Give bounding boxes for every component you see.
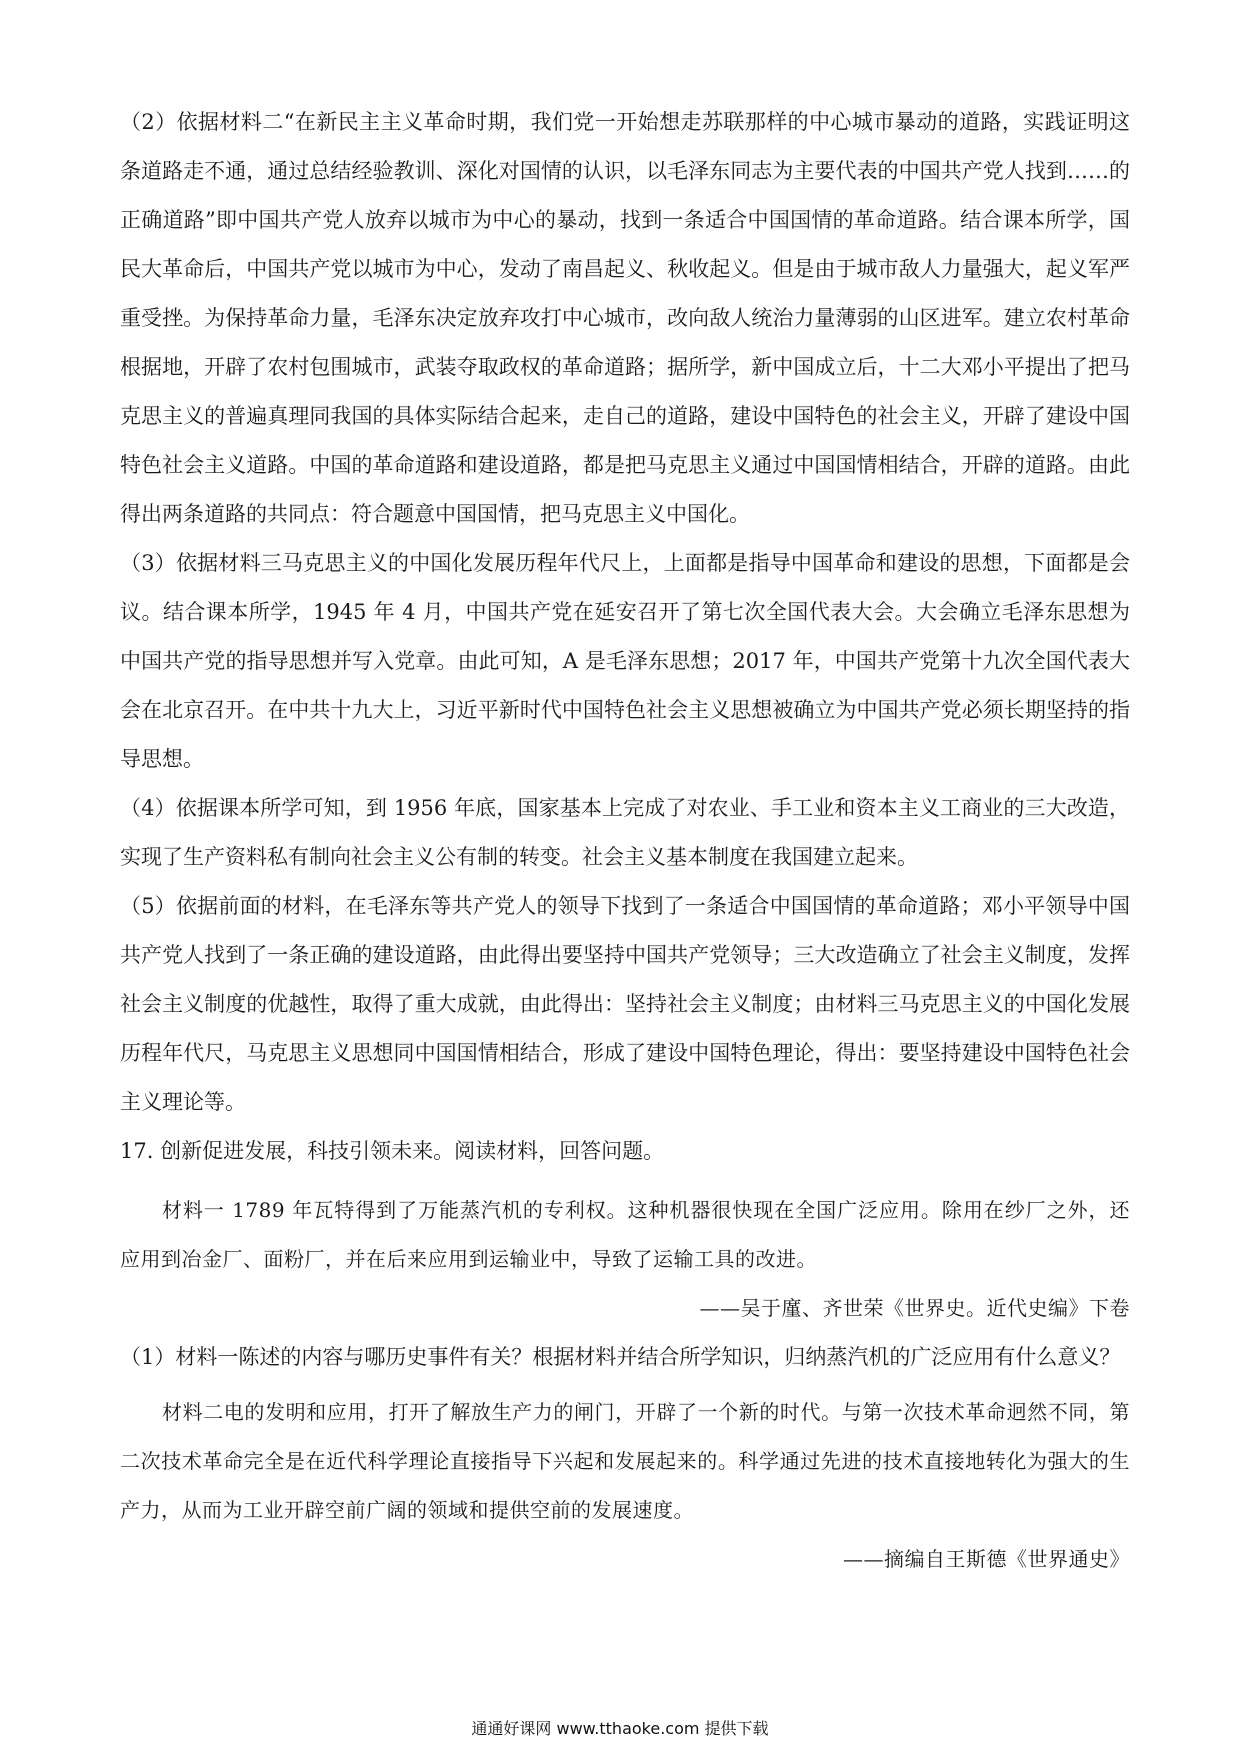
material-2-source: ——摘编自王斯德《世界通史》 — [843, 1547, 1130, 1571]
answer-paragraph-5: （5）依据前面的材料，在毛泽东等共产党人的领导下找到了一条适合中国国情的革命道路；邓小平领导中国共产党人找到了一条正确的建设道路，由此得出要坚持中国共产党领导；三大改造确立了社会主义制度，发挥社会主义制度的优越性，取得了重大成就，由此得出：坚持社会主义制度；由材料三马克思主义的中国化发展历程年代尺，马克思主义思想同中国国情相结合，形成了建设中国特色理论，得出：要坚持建设中国特色社会主义理论等。 — [120, 894, 1130, 1114]
answer-paragraph-4: （4）依据课本所学可知，到 1956 年底，国家基本上完成了对农业、手工业和资本主义工商业的三大改造，实现了生产资料私有制向社会主义公有制的转变。社会主义基本制度在我国建立起来。 — [120, 796, 1130, 869]
page-footer: 通通好课网 www.tthaoke.com 提供下载 — [471, 1719, 769, 1738]
question-17-title: 17. 创新促进发展，科技引领未来。阅读材料，回答问题。 — [120, 1139, 665, 1163]
question-17-sub-1: （1）材料一陈述的内容与哪历史事件有关？根据材料并结合所学知识，归纳蒸汽机的广泛应用有什么意义？ — [120, 1345, 1121, 1369]
answer-paragraph-3: （3）依据材料三马克思主义的中国化发展历程年代尺上，上面都是指导中国革命和建设的思想，下面都是会议。结合课本所学，1945 年 4 月，中国共产党在延安召开了第七次全国代表大会。大会确立毛泽东思想为中国共产党的指导思想并写入党章。由此可知，A 是毛泽东思想；2017 年，中国共产党第十九次全国代表大会在北京召开。在中共十九大上，习近平新时代中国特色社会主义思想被确立为中国共产党必须长期坚持的指导思想。 — [120, 551, 1130, 771]
material-1-text: 材料一 1789 年瓦特得到了万能蒸汽机的专利权。这种机器很快现在全国广泛应用。除用在纱厂之外，还应用到冶金厂、面粉厂，并在后来应用到运输业中，导致了运输工具的改进。 — [120, 1198, 1130, 1271]
material-1-source: ——吴于廑、齐世荣《世界史。近代史编》下卷 — [699, 1296, 1130, 1320]
material-2-text: 材料二电的发明和应用，打开了解放生产力的闸门，开辟了一个新的时代。与第一次技术革命迥然不同，第二次技术革命完全是在近代科学理论直接指导下兴起和发展起来的。科学通过先进的技术直接地转化为强大的生产力，从而为工业开辟空前广阔的领域和提供空前的发展速度。 — [120, 1400, 1130, 1522]
answer-paragraph-2: （2）依据材料二“在新民主主义革命时期，我们党一开始想走苏联那样的中心城市暴动的道路，实践证明这条道路走不通，通过总结经验教训、深化对国情的认识，以毛泽东同志为主要代表的中国共产党人找到……的正确道路”即中国共产党人放弃以城市为中心的暴动，找到一条适合中国国情的革命道路。结合课本所学，国民大革命后，中国共产党以城市为中心，发动了南昌起义、秋收起义。但是由于城市敌人力量强大，起义军严重受挫。为保持革命力量，毛泽东决定放弃攻打中心城市，改向敌人统治力量薄弱的山区进军。建立农村革命根据地，开辟了农村包围城市，武装夺取政权的革命道路；据所学，新中国成立后，十二大邓小平提出了把马克思主义的普遍真理同我国的具体实际结合起来，走自己的道路，建设中国特色的社会主义，开辟了建设中国特色社会主义道路。中国的革命道路和建设道路，都是把马克思主义通过中国国情相结合，开辟的道路。由此得出两条道路的共同点：符合题意中国国情，把马克思主义中国化。 — [120, 110, 1130, 526]
page-content — [120, 98, 1130, 1584]
